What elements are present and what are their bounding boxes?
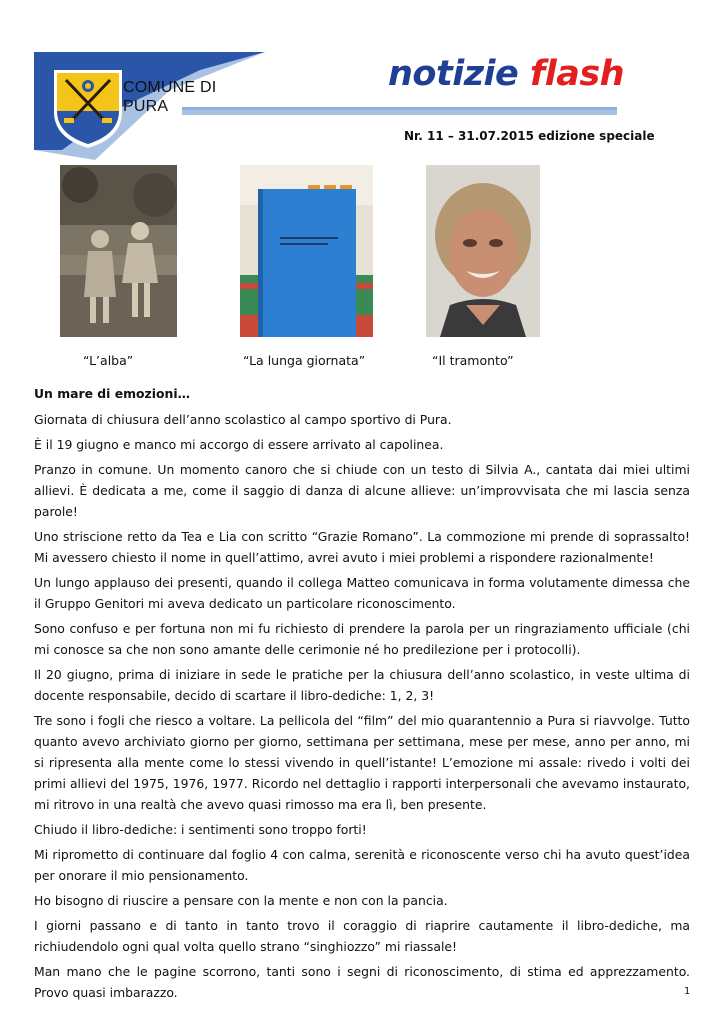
paragraph: Chiudo il libro-dediche: i sentimenti sono troppo forti! xyxy=(34,822,367,837)
paragraph: Mi riprometto di continuare dal foglio 4 con calma, serenità e riconoscente verso chi ha avuto quest’idea per onorare il mio pensionamento. xyxy=(34,847,690,883)
newsletter-header xyxy=(0,0,724,160)
municipality-line-1: COMUNE DI xyxy=(123,79,217,96)
paragraph: Ho bisogno di riuscire a pensare con la mente e non con la pancia. xyxy=(34,893,448,908)
paragraph: Il 20 giugno, prima di iniziare in sede le pratiche per la chiusura dell’anno scolastico, in veste ultima di docente responsabile, decido di scartare il libro-dediche: 1, 2, 3! xyxy=(34,667,690,703)
paragraph: Uno striscione retto da Tea e Lia con scritto “Grazie Romano”. La commozione mi prende di soprassalto! Mi avessero chiesto il nome in quell’attimo, avrei avuto i miei problemi a rispondere razionalmente! xyxy=(34,529,690,565)
caption-portrait: “Il tramonto” xyxy=(432,353,514,368)
caption-children: “L’alba” xyxy=(83,353,134,368)
municipality-line-2: PURA xyxy=(123,98,169,115)
issue-info: Nr. 11 – 31.07.2015 edizione speciale xyxy=(404,129,655,143)
photo-children xyxy=(60,165,177,337)
article-heading: Un mare di emozioni… xyxy=(34,386,190,401)
title-flash: flash xyxy=(529,54,625,94)
paragraph: Pranzo in comune. Un momento canoro che si chiude con un testo di Silvia A., cantata dai miei ultimi allievi. È dedicata a me, come il saggio di danza di alcune allieve: un’improvvisata che mi lascia senza parole! xyxy=(34,462,690,519)
caption-book: “La lunga giornata” xyxy=(243,353,366,368)
paragraph: Man mano che le pagine scorrono, tanti sono i segni di riconoscimento, di stima ed apprezzamento. Provo quasi imbarazzo. xyxy=(34,964,690,1000)
photo-portrait xyxy=(426,165,540,337)
paragraph: Sono confuso e per fortuna non mi fu richiesto di prendere la parola per un ringraziamento ufficiale (chi mi conosce sa che non sono amante delle cerimonie né ho predilezione per i protocolli). xyxy=(34,621,690,657)
municipality-name xyxy=(123,78,216,116)
paragraph: Un lungo applauso dei presenti, quando il collega Matteo comunicava in forma volutamente dimessa che il Gruppo Genitori mi aveva dedicato un particolare riconoscimento. xyxy=(34,575,690,611)
photo-book xyxy=(240,165,373,337)
newsletter-title xyxy=(388,54,624,94)
paragraph: Tre sono i fogli che riesco a voltare. La pellicola del “film” del mio quarantennio a Pura si riavvolge. Tutto quanto avevo archiviato giorno per giorno, settimana per settimana, mese per mese, anno per anno, mi si ripresenta alla mente come lo stessi vivendo in quell’istante! L’emozione mi assale: rivedo i volti dei primi allievi del 1975, 1976, 1977. Ricordo nel dettaglio i rapporti interpersonali che avevamo instaurato, mi ritrovo in una realtà che avevo quasi rimosso ma era lì, ben presente. xyxy=(34,713,690,812)
paragraph: Giornata di chiusura dell’anno scolastico al campo sportivo di Pura. xyxy=(34,412,452,427)
page-number: 1 xyxy=(684,986,691,997)
paragraph: I giorni passano e di tanto in tanto trovo il coraggio di riaprire cautamente il libro-dediche, ma richiudendolo ogni qual volta quello strano “singhiozzo” mi riassale! xyxy=(34,918,690,954)
article-body xyxy=(34,383,690,1007)
paragraph: È il 19 giugno e manco mi accorgo di essere arrivato al capolinea. xyxy=(34,437,444,452)
title-notizie: notizie xyxy=(388,54,530,94)
